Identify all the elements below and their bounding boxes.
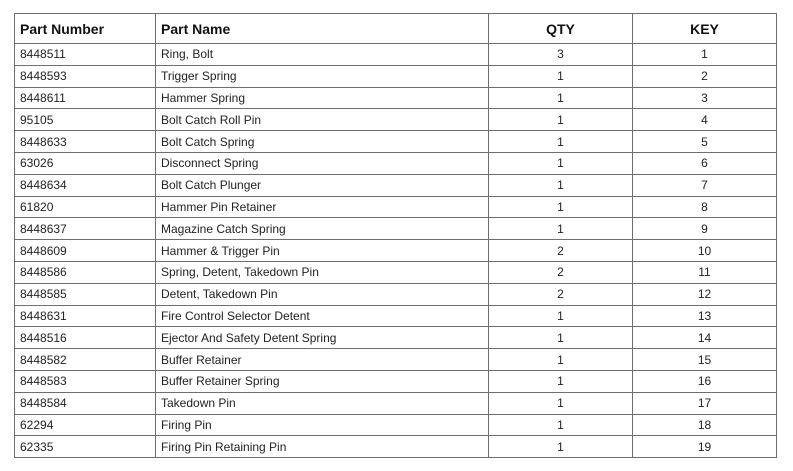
cell-qty: 1 <box>489 305 633 327</box>
cell-qty: 1 <box>489 392 633 414</box>
cell-key: 16 <box>633 370 777 392</box>
cell-qty: 2 <box>489 283 633 305</box>
parts-table <box>14 13 777 458</box>
table-row <box>15 218 777 240</box>
cell-qty: 1 <box>489 370 633 392</box>
cell-part-name: Ejector And Safety Detent Spring <box>156 327 489 349</box>
cell-part-number: 8448609 <box>15 240 156 262</box>
cell-part-number: 8448633 <box>15 131 156 153</box>
cell-key: 19 <box>633 436 777 458</box>
header-key: KEY <box>633 14 777 44</box>
cell-key: 3 <box>633 87 777 109</box>
cell-key: 12 <box>633 283 777 305</box>
table-row <box>15 261 777 283</box>
cell-key: 13 <box>633 305 777 327</box>
cell-part-number: 8448637 <box>15 218 156 240</box>
cell-qty: 1 <box>489 174 633 196</box>
cell-part-number: 8448611 <box>15 87 156 109</box>
cell-part-number: 8448585 <box>15 283 156 305</box>
cell-part-name: Ring, Bolt <box>156 44 489 66</box>
cell-key: 10 <box>633 240 777 262</box>
table-header-row <box>15 14 777 44</box>
cell-part-number: 8448583 <box>15 370 156 392</box>
table-row <box>15 327 777 349</box>
cell-qty: 2 <box>489 240 633 262</box>
table-row <box>15 392 777 414</box>
cell-part-number: 8448584 <box>15 392 156 414</box>
cell-part-name: Spring, Detent, Takedown Pin <box>156 261 489 283</box>
cell-part-name: Hammer & Trigger Pin <box>156 240 489 262</box>
cell-part-name: Hammer Spring <box>156 87 489 109</box>
cell-part-number: 8448634 <box>15 174 156 196</box>
cell-part-name: Bolt Catch Plunger <box>156 174 489 196</box>
cell-qty: 1 <box>489 414 633 436</box>
cell-qty: 1 <box>489 87 633 109</box>
cell-part-name: Buffer Retainer <box>156 349 489 371</box>
cell-part-name: Disconnect Spring <box>156 152 489 174</box>
table-row <box>15 305 777 327</box>
cell-part-number: 61820 <box>15 196 156 218</box>
cell-part-name: Buffer Retainer Spring <box>156 370 489 392</box>
cell-key: 1 <box>633 44 777 66</box>
header-part-number: Part Number <box>15 14 156 44</box>
cell-qty: 1 <box>489 152 633 174</box>
cell-part-number: 8448582 <box>15 349 156 371</box>
cell-key: 2 <box>633 65 777 87</box>
table-row <box>15 131 777 153</box>
cell-part-name: Trigger Spring <box>156 65 489 87</box>
cell-part-name: Takedown Pin <box>156 392 489 414</box>
table-row <box>15 436 777 458</box>
table-row <box>15 44 777 66</box>
cell-qty: 3 <box>489 44 633 66</box>
cell-key: 15 <box>633 349 777 371</box>
cell-qty: 2 <box>489 261 633 283</box>
cell-qty: 1 <box>489 65 633 87</box>
table-row <box>15 349 777 371</box>
cell-qty: 1 <box>489 349 633 371</box>
cell-key: 18 <box>633 414 777 436</box>
cell-part-number: 62294 <box>15 414 156 436</box>
cell-qty: 1 <box>489 109 633 131</box>
table-row <box>15 370 777 392</box>
table-row <box>15 196 777 218</box>
cell-key: 8 <box>633 196 777 218</box>
cell-part-name: Firing Pin <box>156 414 489 436</box>
cell-qty: 1 <box>489 131 633 153</box>
cell-qty: 1 <box>489 218 633 240</box>
cell-part-name: Bolt Catch Roll Pin <box>156 109 489 131</box>
table-row <box>15 240 777 262</box>
cell-key: 11 <box>633 261 777 283</box>
cell-part-number: 8448516 <box>15 327 156 349</box>
cell-part-number: 8448511 <box>15 44 156 66</box>
cell-key: 9 <box>633 218 777 240</box>
cell-part-name: Fire Control Selector Detent <box>156 305 489 327</box>
table-row <box>15 414 777 436</box>
cell-part-name: Bolt Catch Spring <box>156 131 489 153</box>
table-row <box>15 87 777 109</box>
table-row <box>15 109 777 131</box>
cell-part-number: 8448631 <box>15 305 156 327</box>
cell-part-number: 63026 <box>15 152 156 174</box>
cell-part-name: Magazine Catch Spring <box>156 218 489 240</box>
cell-part-name: Firing Pin Retaining Pin <box>156 436 489 458</box>
cell-qty: 1 <box>489 327 633 349</box>
header-qty: QTY <box>489 14 633 44</box>
table-body <box>15 44 777 458</box>
cell-key: 6 <box>633 152 777 174</box>
cell-qty: 1 <box>489 436 633 458</box>
table-row <box>15 283 777 305</box>
cell-key: 4 <box>633 109 777 131</box>
table-row <box>15 65 777 87</box>
cell-part-name: Hammer Pin Retainer <box>156 196 489 218</box>
cell-key: 14 <box>633 327 777 349</box>
cell-qty: 1 <box>489 196 633 218</box>
cell-part-number: 95105 <box>15 109 156 131</box>
cell-part-number: 62335 <box>15 436 156 458</box>
cell-key: 7 <box>633 174 777 196</box>
cell-key: 5 <box>633 131 777 153</box>
cell-key: 17 <box>633 392 777 414</box>
table-row <box>15 152 777 174</box>
cell-part-name: Detent, Takedown Pin <box>156 283 489 305</box>
cell-part-number: 8448593 <box>15 65 156 87</box>
header-part-name: Part Name <box>156 14 489 44</box>
table-row <box>15 174 777 196</box>
cell-part-number: 8448586 <box>15 261 156 283</box>
